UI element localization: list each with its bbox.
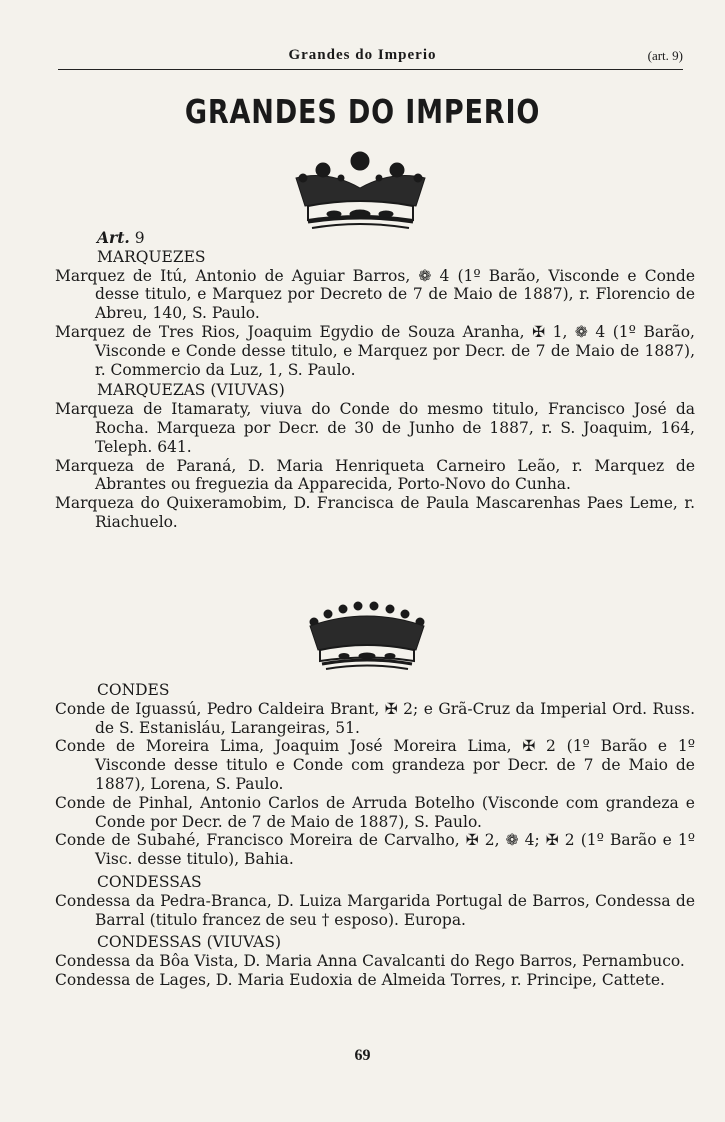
section-heading-condessas-viuvas: CONDESSAS (VIUVAS): [97, 933, 282, 952]
entry-conde-iguassu: Conde de Iguassú, Pedro Caldeira Brant, ✠ 2; e Grã-Cruz da Imperial Ord. Russ. de S. Estanisláu, Larangeiras, 51.: [55, 699, 695, 737]
entry-conde-subahe: Conde de Subahé, Francisco Moreira de Carvalho, ✠ 2, ❁ 4; ✠ 2 (1º Barão e 1º Visc. desse titulo), Bahia.: [55, 831, 695, 869]
entry-marqueza-parana: Marqueza de Paraná, D. Maria Henriqueta Carneiro Leão, r. Marquez de Abrantes ou freguezia da Apparecida, Porto-Novo do Cunha.: [55, 456, 695, 494]
entry-marquez-itu: Marquez de Itú, Antonio de Aguiar Barros, ❁ 4 (1º Barão, Visconde e Conde desse titulo, e Marquez por Decreto de 7 de Maio de 1887), r. Florencio de Abreu, 140, S. Paulo.: [55, 266, 695, 323]
entry-marquez-tres-rios: Marquez de Tres Rios, Joaquim Egydio de Souza Aranha, ✠ 1, ❁ 4 (1º Barão, Visconde e Conde desse titulo, e Marquez por Decr. de 7 de Maio de 1887), r. Commercio da Luz, 1, S. Paulo.: [55, 322, 695, 379]
entry-conde-moreira-lima: Conde de Moreira Lima, Joaquim José Moreira Lima, ✠ 2 (1º Barão e 1º Visconde desse titulo e Conde com grandeza por Decr. de 7 de Maio de 1887), Lorena, S. Paulo.: [55, 737, 695, 793]
entry-conde-pinhal: Conde de Pinhal, Antonio Carlos de Arruda Botelho (Visconde com grandeza e Conde por Decr. de 7 de Maio de 1887), S. Paulo.: [55, 793, 695, 831]
entry-marqueza-quixeramobim: Marqueza do Quixeramobim, D. Francisca de Paula Mascarenhas Paes Leme, r. Riachuelo.: [55, 494, 695, 531]
page-reference: (art. 9): [647, 48, 683, 63]
section-heading-marquezes: MARQUEZES: [97, 247, 206, 266]
section-heading-condessas: CONDESSAS: [97, 872, 202, 891]
marquis-crown-icon: [288, 148, 433, 233]
article-line: [55, 229, 695, 248]
article-label: Art.: [97, 228, 130, 247]
section-heading-condes: CONDES: [97, 681, 170, 699]
entry-condessa-lages: Condessa de Lages, D. Maria Eudoxia de Almeida Torres, r. Principe, Cattete.: [55, 970, 665, 989]
article-number: 9: [134, 229, 145, 247]
entry-condessa-pedra-branca: Condessa da Pedra-Branca, D. Luiza Margarida Portugal de Barros, Condessa de Barral (titulo francez de seu † esposo). Europa.: [55, 891, 695, 929]
page-title: GRANDES DO IMPERIO: [184, 92, 541, 131]
upper-text-block: [55, 229, 695, 532]
running-head: Grandes do Imperio: [288, 47, 437, 63]
count-crown-icon: [304, 598, 430, 673]
entry-marqueza-itamaraty: Marqueza de Itamaraty, viuva do Conde do mesmo titulo, Francisco José da Rocha. Marqueza por Decr. de 30 de Junho de 1887, r. S. Joaquim, 164, Teleph. 641.: [55, 400, 695, 456]
page-number: 69: [354, 1047, 371, 1064]
section-heading-marquezas-viuvas: MARQUEZAS (VIUVAS): [97, 381, 285, 400]
header-rule: [58, 69, 683, 70]
lower-text-block: [55, 681, 695, 990]
entry-condessa-boa-vista: Condessa da Bôa Vista, D. Maria Anna Cavalcanti do Rego Barros, Pernambuco.: [55, 952, 685, 971]
